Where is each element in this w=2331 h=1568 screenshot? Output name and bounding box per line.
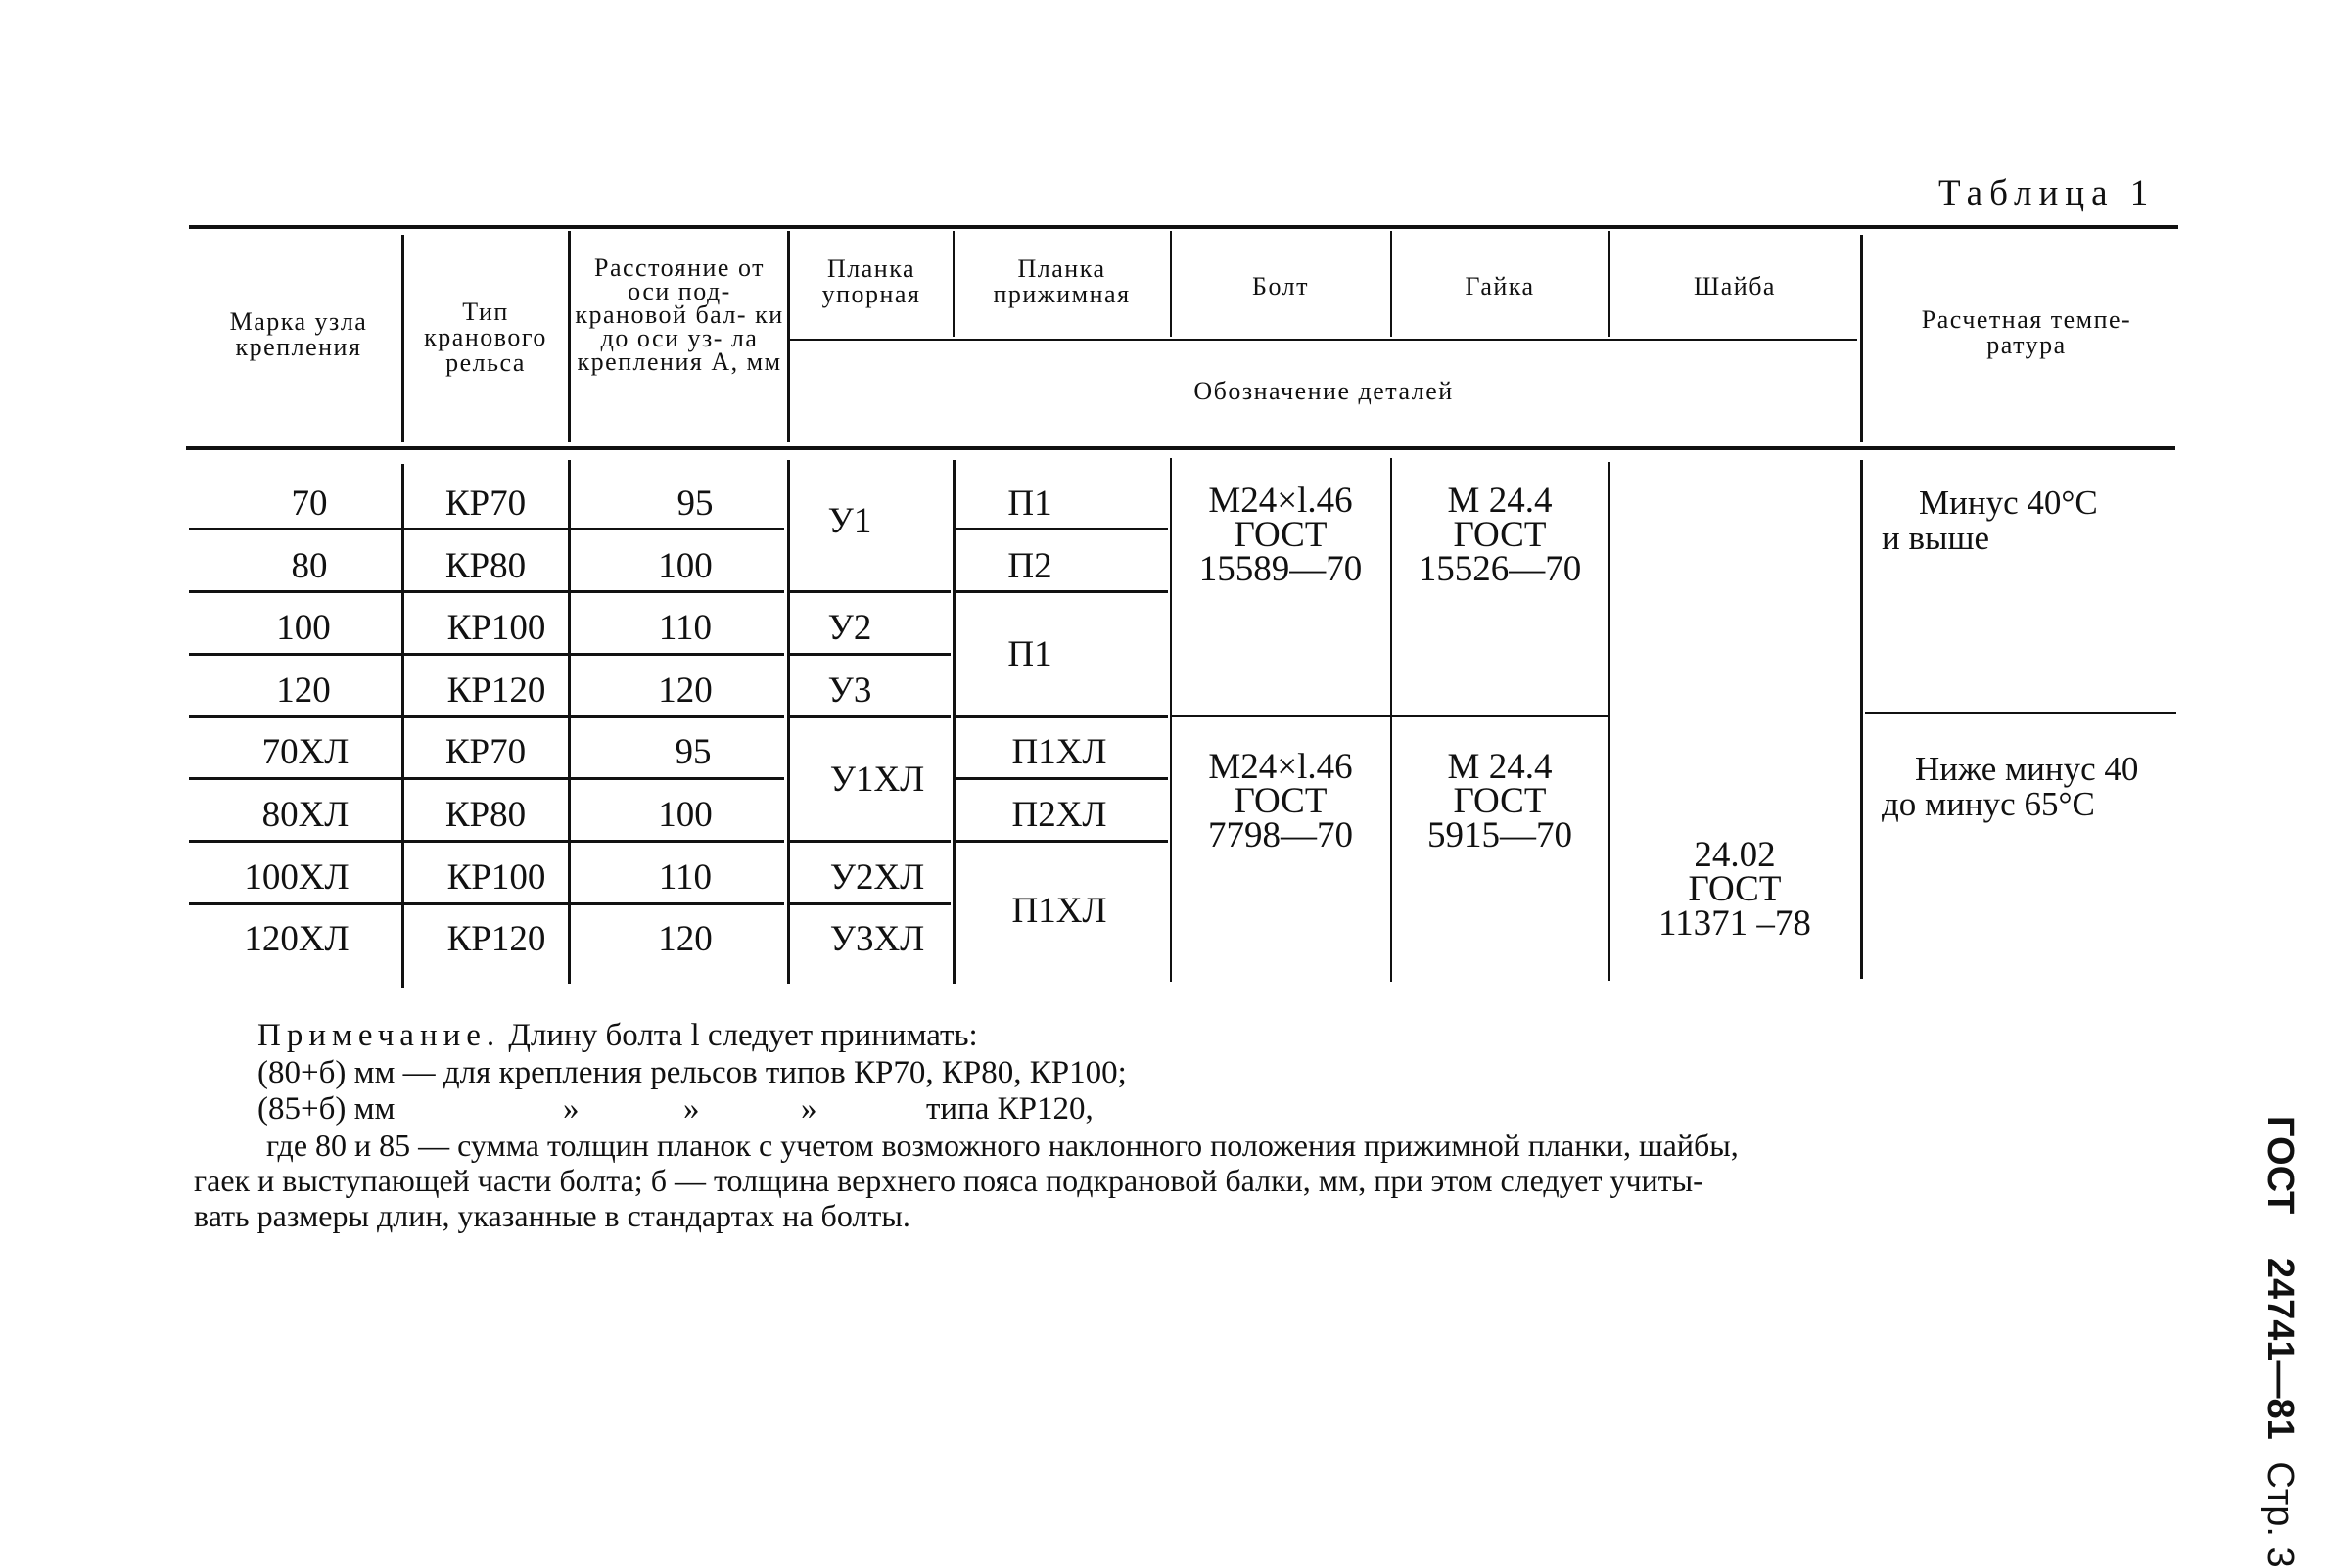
clamp-plate-separator xyxy=(956,715,1168,718)
clamp-plate-separator xyxy=(956,590,1168,593)
header-rail-type: Тип кранового рельса xyxy=(424,298,547,377)
column-divider xyxy=(1390,458,1392,982)
temperature-line: и выше xyxy=(1882,519,1990,557)
side-page-number: Стр. 3 xyxy=(2260,1461,2301,1568)
cell-mark: 80ХЛ xyxy=(261,795,350,835)
cell-rail: КР80 xyxy=(444,795,527,835)
temperature-1 xyxy=(1882,485,2098,556)
cell-distance: 95 xyxy=(676,484,714,524)
washer-standard-number: 11371 –78 xyxy=(1658,903,1811,944)
column-divider xyxy=(401,464,404,988)
note-text: (85+б) мм xyxy=(257,1091,396,1127)
header-distance xyxy=(572,256,787,374)
washer-size: 24.02 xyxy=(1694,835,1776,875)
header-divider xyxy=(568,231,571,442)
temperature-line: Ниже минус 40 xyxy=(1915,750,2139,788)
ditto-mark: » xyxy=(563,1091,580,1127)
row-separator xyxy=(189,840,784,843)
stop-plate-separator xyxy=(789,840,951,843)
header-clamp-plate: Планка прижимная xyxy=(993,254,1131,308)
table-top-rule xyxy=(189,225,2178,229)
nut-standard-number: 15526—70 xyxy=(1418,549,1582,589)
clamp-plate-separator xyxy=(956,528,1168,530)
ditto-mark: » xyxy=(683,1091,700,1127)
cell-mark: 70ХЛ xyxy=(261,732,350,772)
bolt-standard-label: ГОСТ xyxy=(1234,781,1328,821)
temperature-2 xyxy=(1882,752,2138,822)
cell-stop-plate: У1ХЛ xyxy=(829,760,925,800)
temperature-line: Минус 40°С xyxy=(1919,484,2098,522)
ditto-mark: » xyxy=(801,1091,817,1127)
cell-clamp-plate: П1ХЛ xyxy=(1011,891,1107,931)
column-divider xyxy=(1170,458,1172,982)
cell-distance: 120 xyxy=(658,670,713,711)
cell-mark: 100ХЛ xyxy=(244,857,350,898)
cell-stop-plate: У3 xyxy=(827,670,872,711)
header-washer: Шайба xyxy=(1694,272,1776,300)
note-line xyxy=(257,1091,1139,1127)
cell-mark: 100 xyxy=(276,608,331,648)
cell-rail: КР70 xyxy=(444,732,527,772)
column-divider xyxy=(1608,462,1610,981)
bolt-standard-number: 15589—70 xyxy=(1198,549,1363,589)
bolt-designation-2 xyxy=(1173,747,1388,855)
header-parts-designation: Обозначение деталей xyxy=(1193,377,1454,405)
header-bolt: Болт xyxy=(1252,272,1309,300)
cell-clamp-plate: П1 xyxy=(1007,484,1052,524)
cell-stop-plate: У1 xyxy=(827,501,872,541)
side-standard-number: 24741—81 xyxy=(2260,1257,2301,1440)
note-line xyxy=(257,1018,978,1053)
table-caption: Таблица 1 xyxy=(1938,173,2156,213)
header-temperature: Расчетная темпе- ратура xyxy=(1921,305,2132,359)
nut-standard-label: ГОСТ xyxy=(1453,515,1547,555)
washer-designation xyxy=(1611,835,1858,944)
note-heading: Примечание. xyxy=(257,1018,501,1053)
row-separator xyxy=(189,715,784,718)
header-divider xyxy=(1608,231,1610,337)
cell-clamp-plate: П2 xyxy=(1007,546,1052,586)
cell-distance: 100 xyxy=(658,795,713,835)
bolt-size: М24×l.46 xyxy=(1208,481,1353,521)
temperature-separator xyxy=(1865,712,2176,714)
cell-distance: 110 xyxy=(658,857,713,898)
temperature-line: до минус 65°С xyxy=(1882,785,2095,823)
cell-rail: КР70 xyxy=(444,484,527,524)
row-separator xyxy=(189,777,784,780)
side-standard: ГОСТ xyxy=(2260,1116,2301,1215)
note-text: типа КР120, xyxy=(926,1091,1094,1127)
row-separator xyxy=(189,590,784,593)
cell-distance: 120 xyxy=(658,919,713,959)
side-standard-label xyxy=(2252,1116,2301,1568)
note-text: Длину болта l следует принимать: xyxy=(508,1018,978,1053)
bolt-designation-1 xyxy=(1173,481,1388,589)
note-line: где 80 и 85 — сумма толщин планок с учетом возможного наклонного положения прижимной планки, шайбы, xyxy=(266,1128,1739,1163)
cell-distance: 95 xyxy=(675,732,712,772)
stop-plate-separator xyxy=(789,902,951,905)
header-nut: Гайка xyxy=(1465,272,1535,300)
note-line: гаек и выступающей части болта; б — толщина верхнего пояса подкрановой балки, мм, при этом следует учиты- xyxy=(194,1163,1703,1198)
header-divider xyxy=(1860,235,1863,442)
cell-rail: КР120 xyxy=(446,919,546,959)
cell-rail: КР100 xyxy=(446,857,546,898)
bolt-standard-number: 7798—70 xyxy=(1208,815,1353,855)
cell-mark: 120 xyxy=(276,670,331,711)
cell-rail: КР100 xyxy=(446,608,546,648)
stop-plate-separator xyxy=(789,590,951,593)
nut-standard-label: ГОСТ xyxy=(1453,781,1547,821)
cell-rail: КР80 xyxy=(444,546,527,586)
cell-stop-plate: У2ХЛ xyxy=(829,857,925,898)
header-distance-unit: A, мм xyxy=(711,347,782,376)
header-divider xyxy=(787,231,790,442)
clamp-plate-separator xyxy=(956,840,1168,843)
nut-designation-2 xyxy=(1393,747,1607,855)
bolt-standard-label: ГОСТ xyxy=(1234,515,1328,555)
cell-rail: КР120 xyxy=(446,670,546,711)
cell-clamp-plate: П2ХЛ xyxy=(1011,795,1107,835)
stop-plate-separator xyxy=(789,653,951,656)
cell-mark: 120ХЛ xyxy=(244,919,350,959)
nut-standard-number: 5915—70 xyxy=(1427,815,1572,855)
cell-clamp-plate: П1ХЛ xyxy=(1011,732,1107,772)
stop-plate-separator xyxy=(789,715,951,718)
header-distance-text: Расстояние от оси под- крановой бал- ки до оси уз- ла крепления xyxy=(575,254,784,376)
header-mark: Марка узла крепления xyxy=(229,307,368,361)
row-separator xyxy=(189,653,784,656)
header-divider xyxy=(1170,231,1172,337)
cell-mark: 70 xyxy=(291,484,328,524)
cell-distance: 110 xyxy=(658,608,713,648)
header-sub-rule xyxy=(789,339,1857,341)
group-separator xyxy=(1172,715,1608,717)
washer-standard-label: ГОСТ xyxy=(1688,869,1782,909)
column-divider xyxy=(1860,460,1863,979)
nut-size: М 24.4 xyxy=(1447,747,1553,787)
column-divider xyxy=(953,460,956,984)
nut-size: М 24.4 xyxy=(1447,481,1553,521)
header-divider xyxy=(953,231,955,337)
bolt-size: М24×l.46 xyxy=(1208,747,1353,787)
header-bottom-rule xyxy=(186,446,2175,450)
header-stop-plate: Планка упорная xyxy=(821,254,921,308)
cell-clamp-plate: П1 xyxy=(1007,634,1052,674)
note-line: вать размеры длин, указанные в стандартах на болты. xyxy=(194,1198,910,1233)
cell-mark: 80 xyxy=(291,546,328,586)
cell-distance: 100 xyxy=(658,546,713,586)
cell-stop-plate: У3ХЛ xyxy=(829,919,925,959)
cell-stop-plate: У2 xyxy=(827,608,872,648)
row-separator xyxy=(189,528,784,530)
nut-designation-1 xyxy=(1393,481,1607,589)
header-divider xyxy=(1390,231,1392,337)
clamp-plate-separator xyxy=(956,777,1168,780)
row-separator xyxy=(189,902,784,905)
note-line: (80+б) мм — для крепления рельсов типов КР70, КР80, КР100; xyxy=(257,1055,1127,1090)
